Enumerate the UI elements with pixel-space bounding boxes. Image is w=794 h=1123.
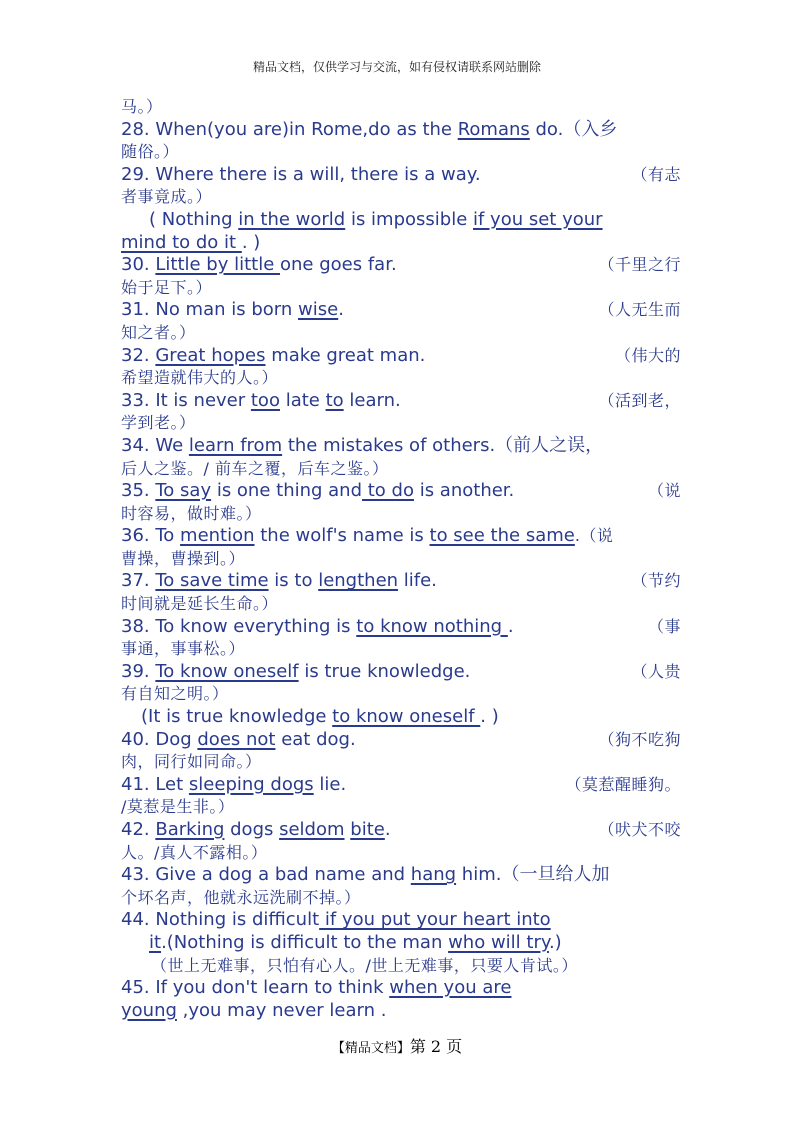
- text-segment: . ): [480, 706, 499, 728]
- text-segment: do.（入乡: [529, 118, 618, 140]
- underlined-phrase: learn from: [188, 434, 283, 456]
- page-header-note: 精品文档，仅供学习与交流，如有侵权请联系网站删除: [252, 60, 541, 74]
- underlined-phrase: seldom: [279, 819, 345, 840]
- proverb-line: [121, 96, 681, 119]
- text-segment: 始于足下。）: [121, 277, 213, 297]
- proverb-list: [121, 96, 681, 1022]
- underlined-phrase: To say: [155, 480, 212, 502]
- translation-start: （人贵: [631, 661, 681, 681]
- text-segment: life.: [398, 570, 437, 592]
- proverb-line: [121, 186, 681, 209]
- text-segment: is another.: [413, 480, 515, 502]
- proverb-line: [121, 390, 681, 413]
- underlined-phrase: it: [149, 931, 162, 953]
- proverb-line: [121, 864, 681, 887]
- underlined-phrase: too: [250, 389, 280, 411]
- proverb-line: [121, 277, 681, 300]
- underlined-phrase: sleeping dogs: [188, 773, 314, 795]
- text-segment: one goes far.: [280, 254, 397, 276]
- underlined-phrase: to know oneself: [332, 706, 481, 728]
- text-segment: is true knowledge.: [298, 660, 471, 682]
- proverb-line: [121, 435, 681, 458]
- text-segment: .): [548, 931, 562, 953]
- text-segment: 38. To know everything is: [121, 615, 357, 637]
- proverb-line: [121, 593, 681, 616]
- underlined-phrase: mention: [180, 525, 255, 547]
- underlined-phrase: does not: [197, 728, 276, 750]
- text-segment: 33. It is never: [121, 389, 251, 411]
- proverb-line: [121, 706, 681, 729]
- text-segment: 41. Let: [121, 773, 189, 795]
- underlined-phrase: To know oneself: [155, 660, 299, 682]
- underlined-phrase: To save time: [155, 570, 269, 592]
- text-segment: dogs: [224, 819, 280, 840]
- underlined-phrase: to see the same: [429, 525, 575, 547]
- text-segment: 29. Where there is a will, there is a way.: [121, 163, 481, 185]
- proverb-line: [121, 345, 681, 368]
- translation-start: （有志: [631, 164, 681, 184]
- text-segment: 37.: [121, 570, 156, 592]
- text-segment: .（说: [574, 526, 614, 546]
- proverb-line: [121, 819, 681, 842]
- text-segment: 个坏名声，他就永远洗刷不掉。）: [121, 887, 361, 907]
- proverb-line: [121, 164, 681, 187]
- underlined-phrase: to: [325, 389, 344, 411]
- text-segment: 35.: [121, 480, 156, 502]
- text-segment: late: [279, 389, 326, 411]
- proverb-line: [121, 119, 681, 142]
- footer-bracket-label: 【精品文档】: [331, 1041, 410, 1056]
- text-segment: 30.: [121, 254, 156, 276]
- proverb-line: [121, 232, 681, 255]
- proverb-line: [121, 842, 681, 865]
- proverb-line: [121, 367, 681, 390]
- translation-start: （说: [647, 481, 681, 501]
- proverb-line: [121, 661, 681, 684]
- text-segment: 时容易，做时难。）: [121, 503, 262, 523]
- underlined-phrase: if you put your heart into: [319, 909, 551, 931]
- underlined-phrase: young: [121, 999, 177, 1021]
- underlined-phrase: lengthen: [318, 570, 399, 592]
- text-segment: is to: [268, 570, 319, 592]
- text-segment: 人。/真人不露相。）: [121, 842, 268, 862]
- text-segment: .: [338, 299, 344, 321]
- translation-start: （吠犬不咬: [598, 820, 681, 839]
- underlined-phrase: who will try: [448, 931, 549, 953]
- text-segment: the wolf's name is: [254, 525, 430, 547]
- text-segment: .(Nothing is difficult to the man: [161, 931, 449, 953]
- text-segment: him.（一旦给人加: [456, 864, 610, 886]
- text-segment: . ): [241, 231, 261, 253]
- proverb-line: [121, 503, 681, 526]
- text-segment: ,you may never learn .: [176, 999, 387, 1021]
- translation-start: （节约: [631, 571, 681, 591]
- text-segment: (It is true knowledge: [141, 706, 333, 728]
- text-segment: 后人之鉴。/ 前车之覆，后车之鉴。）: [121, 458, 389, 478]
- proverb-line: [121, 683, 681, 706]
- proverb-line: [121, 525, 681, 548]
- translation-start: （活到老，: [598, 390, 681, 410]
- proverb-line: [121, 796, 681, 819]
- translation-start: （千里之行: [598, 255, 681, 275]
- text-segment: 28. When(you are)in Rome,do as the: [121, 118, 458, 140]
- underlined-phrase: mind to do it: [121, 231, 242, 253]
- text-segment: 36. To: [121, 525, 181, 547]
- text-segment: 事通，事事松。）: [121, 639, 246, 659]
- translation-start: （伟大的: [614, 345, 681, 365]
- proverb-line: [121, 299, 681, 322]
- proverb-line: [121, 977, 681, 1000]
- text-segment: lie.: [313, 773, 347, 795]
- proverb-line: [121, 322, 681, 345]
- text-segment: is one thing and: [211, 480, 363, 502]
- underlined-phrase: to do: [362, 480, 414, 502]
- text-segment: 肉，同行如同命。）: [121, 752, 262, 772]
- proverb-line: [121, 616, 681, 639]
- proverb-line: [121, 412, 681, 435]
- text-segment: 有自知之明。）: [121, 684, 229, 704]
- text-segment: eat dog.: [275, 728, 356, 750]
- proverb-line: [121, 570, 681, 593]
- text-segment: 希望造就伟大的人。）: [121, 368, 279, 388]
- text-segment: （世上无难事，只怕有心人。/世上无难事，只要人肯试。）: [151, 955, 578, 975]
- text-segment: 32.: [121, 344, 156, 366]
- text-segment: is impossible: [345, 208, 473, 230]
- proverb-line: [121, 458, 681, 481]
- text-segment: .: [384, 819, 391, 840]
- underlined-phrase: Barking: [155, 819, 225, 840]
- proverb-line: [121, 638, 681, 661]
- proverb-line: [121, 774, 681, 797]
- underlined-phrase: if you set your: [473, 208, 603, 230]
- underlined-phrase: when you are: [389, 977, 512, 999]
- text-segment: 马。）: [121, 97, 163, 116]
- proverb-line: [121, 1000, 681, 1023]
- proverb-line: [121, 909, 681, 932]
- text-segment: learn.: [343, 389, 401, 411]
- proverb-line: [121, 887, 681, 910]
- text-segment: 知之者。）: [121, 322, 196, 342]
- page-footer: [0, 1034, 794, 1057]
- proverb-line: [121, 729, 681, 752]
- text-segment: the mistakes of others.（前人之误，: [282, 434, 604, 456]
- proverb-line: [121, 209, 681, 232]
- text-segment: 43. Give a dog a bad name and: [121, 864, 411, 886]
- translation-start: （人无生而: [598, 300, 681, 320]
- underlined-phrase: to know nothing: [356, 615, 508, 637]
- text-segment: 曹操，曹操到。）: [121, 548, 246, 568]
- proverb-line: [121, 141, 681, 164]
- underlined-phrase: Great hopes: [155, 344, 266, 366]
- proverb-line: [121, 480, 681, 503]
- text-segment: .: [507, 615, 514, 637]
- text-segment: 者事竟成。）: [121, 187, 213, 207]
- underlined-phrase: Romans: [457, 118, 530, 140]
- text-segment: ( Nothing: [149, 208, 239, 230]
- proverb-line: [121, 254, 681, 277]
- text-segment: 31. No man is born: [121, 299, 298, 321]
- text-segment: 学到老。）: [121, 413, 196, 433]
- text-segment: 时间就是延长生命。）: [121, 594, 279, 614]
- text-segment: 39.: [121, 660, 156, 682]
- underlined-phrase: bite: [350, 819, 385, 840]
- proverb-line: [121, 955, 681, 978]
- underlined-phrase: Little by little: [155, 254, 281, 276]
- proverb-line: [121, 932, 681, 955]
- underlined-phrase: wise: [298, 299, 339, 321]
- text-segment: /莫惹是生非。）: [121, 797, 235, 817]
- page-number: 第 2 页: [409, 1037, 463, 1056]
- text-segment: 45. If you don't learn to think: [121, 977, 390, 999]
- proverb-line: [121, 548, 681, 571]
- underlined-phrase: in the world: [238, 208, 346, 230]
- underlined-phrase: hang: [410, 864, 457, 886]
- text-segment: 34. We: [121, 434, 189, 456]
- translation-start: （狗不吃狗: [598, 729, 681, 749]
- text-segment: make great man.: [265, 344, 426, 366]
- text-segment: 40. Dog: [121, 728, 198, 750]
- translation-start: （事: [647, 616, 681, 636]
- translation-start: （莫惹醒睡狗。: [565, 774, 681, 794]
- proverb-line: [121, 751, 681, 774]
- text-segment: 42.: [121, 819, 156, 840]
- text-segment: 随俗。）: [121, 142, 180, 162]
- text-segment: 44. Nothing is difficult: [121, 909, 320, 931]
